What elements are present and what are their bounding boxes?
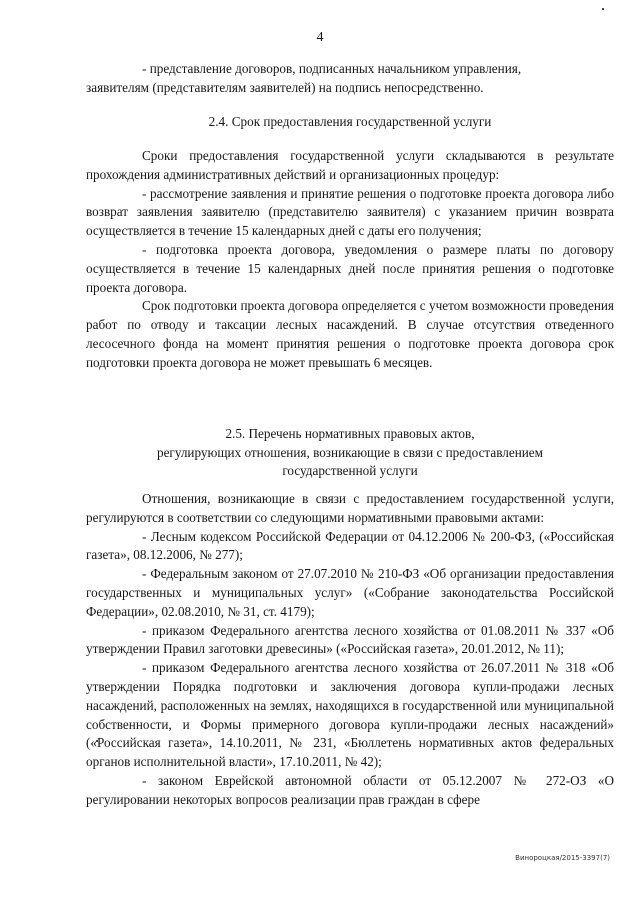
document-footer-code: Винороцкая/2015-3397(7) (515, 854, 610, 862)
section-2-5-para-5: - приказом Федерального агентства лесного хозяйства от 26.07.2011 № 318 «Об утверждении Порядка подготовки и заключения договора купли-продажи лесных насаждений, расположенных на землях, находящихся в государственной или муниципальной собственности, и Формы примерного договора купли-продажи лесных насаждений» («Российская газета», 14.10.2011, № 231, «Бюллетень нормативных актов федеральных органов исполнительной власти», 17.10.2011, № 42); (86, 660, 614, 770)
section-2-5-body (86, 490, 614, 810)
section-2-5-title-line-1: 2.5. Перечень нормативных правовых актов, (225, 426, 475, 441)
section-2-5-heading (86, 425, 614, 481)
section-2-5-para-4: - приказом Федерального агентства лесного хозяйства от 01.08.2011 № 337 «Об утверждении Правил заготовки древесины» («Российская газета», 20.01.2012, № 11); (86, 622, 614, 657)
section-2-4-title: 2.4. Срок предоставления государственной услуги (208, 114, 492, 129)
section-2-4-para-1: Сроки предоставления государственной услуги складываются в результате прохождения административных действий и организационных процедур: (86, 148, 614, 182)
section-2-4-body (86, 147, 614, 373)
section-2-5-title-line-2: регулирующих отношения, возникающие в связи с предоставлением (156, 444, 544, 460)
intro-line-1: - представление договоров, подписанных начальником управления, (142, 61, 522, 76)
section-2-4-para-2: - рассмотрение заявления и принятие решения о подготовке проекта договора либо возврат заявления заявителю (представителю заявителя) с указанием причин возврата осуществляется в течение 15 календарных дней с даты его получения; (86, 185, 614, 239)
intro-block (86, 60, 614, 98)
page-number: 4 (316, 30, 324, 45)
scan-speck (602, 8, 604, 10)
section-2-5-para-2: - Лесным кодексом Российской Федерации от 04.12.2006 № 200-ФЗ, («Российская газета», 08.12.2006, № 277); (86, 528, 614, 563)
section-2-5-para-3: - Федеральным законом от 27.07.2010 № 210-ФЗ «Об организации предоставления государственных и муниципальных услуг» («Собрание законодательства Российской Федерации», 02.08.2010, № 31, ст. 4179); (86, 566, 614, 619)
section-2-5-para-1: Отношения, возникающие в связи с предоставлением государственной услуги, регулируются в соответствии со следующими нормативными правовыми актами: (86, 491, 614, 525)
intro-line-2: заявителям (представителям заявителей) на подпись непосредственно. (86, 79, 484, 95)
section-2-4-para-3: - подготовка проекта договора, уведомления о размере платы по договору осуществляется в течение 15 календарных дней после принятия решения о подготовке проекта договора. (86, 241, 614, 295)
section-2-4-heading (86, 113, 614, 132)
section-2-4-para-4: Срок подготовки проекта договора определяется с учетом возможности проведения работ по отводу и таксации лесных насаждений. В случае отсутствия отведенного лесосечного фонда на момент принятия решения о подготовке проекта договора срок подготовки проекта договора не может превышать 6 месяцев. (86, 298, 614, 370)
section-2-5-para-6: - законом Еврейской автономной области от 05.12.2007 № 272-ОЗ «О регулировании некоторых вопросов реализации прав граждан в сфере (86, 772, 614, 807)
section-2-5-title-line-3: государственной услуги (282, 463, 418, 479)
